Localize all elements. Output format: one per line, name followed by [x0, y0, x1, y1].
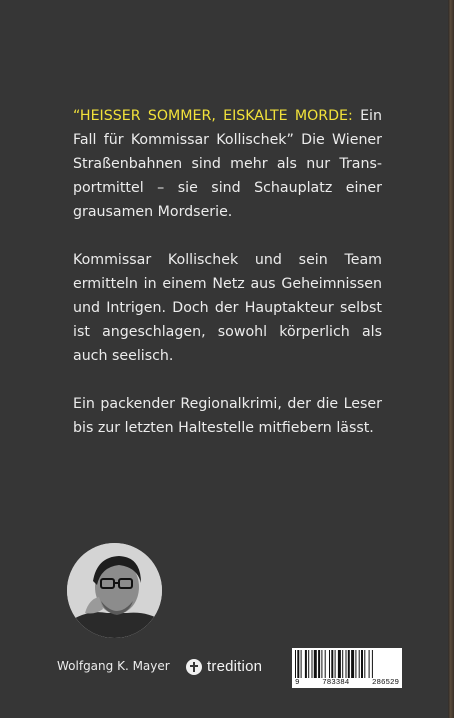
barcode-digits [292, 679, 402, 687]
barcode-digit-1: 9 [295, 679, 300, 687]
author-portrait-icon [67, 543, 162, 638]
author-photo [67, 543, 162, 638]
tredition-logo-icon [186, 659, 202, 675]
publisher-name: tredition [207, 658, 263, 675]
isbn-barcode [292, 648, 402, 688]
author-name: Wolfgang K. Mayer [57, 659, 170, 673]
cover-edge [448, 0, 454, 718]
barcode-icon [295, 650, 399, 678]
publisher-brand [186, 658, 262, 675]
barcode-digit-3: 286529 [371, 679, 399, 687]
blurb-paragraph-3: Ein packender Regionalkrimi, der die Leser bis zur letzten Haltestelle mitfiebern lässt. [73, 396, 382, 436]
blurb-paragraph-2: Kommissar Kollischek und sein Team ermitteln in einem Netz aus Geheimnissen und Intrigen. Doch der Hauptakteur selbst ist angeschlagen, sowohl körperlich als auch seelisch. [73, 252, 382, 364]
blurb-paragraph-1-text: Ein Fall für Kommissar Kollischek” Die Wiener Straßenbahnen sind mehr als nur Transportmittel – sie sind Schauplatz einer grausamen Mordserie. [73, 108, 382, 220]
blurb-paragraph-1 [73, 104, 382, 224]
blurb-highlight: “HEISSER SOMMER, EISKALTE MORDE: [73, 108, 353, 124]
blurb-text [73, 104, 382, 464]
barcode-digit-2: 783384 [322, 679, 350, 687]
